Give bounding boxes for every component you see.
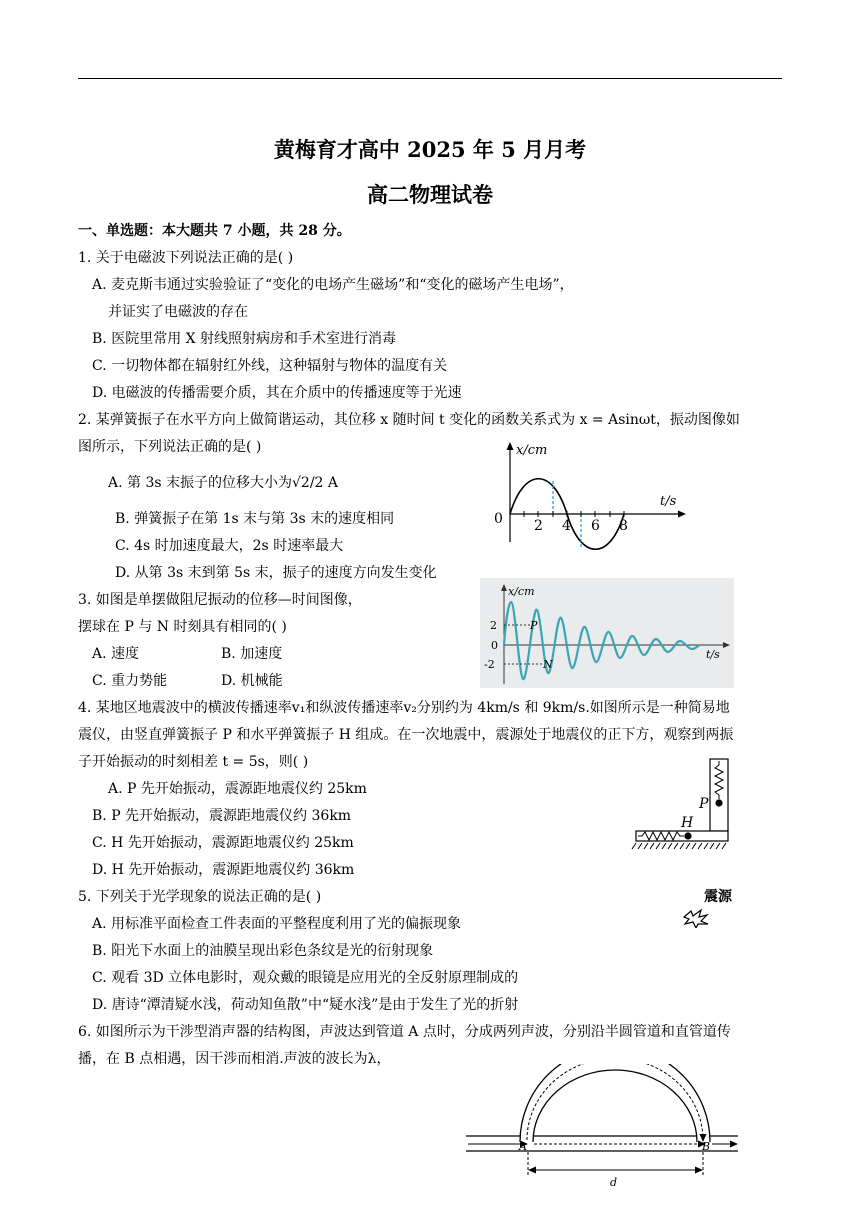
q1-option-c: C. 一切物体都在辐射红外线，这种辐射与物体的温度有关 <box>92 358 448 374</box>
q4-option-a: A. P 先开始振动，震源距地震仪约 25km <box>108 781 367 797</box>
q2-tick-6: 6 <box>591 518 600 534</box>
q3-stem-line2: 摆球在 P 与 N 时刻具有相同的( ) <box>78 619 287 635</box>
q2-tick-2: 2 <box>534 518 543 534</box>
q5-option-d: D. 唐诗“潭清疑水浅，荷动知鱼散”中“疑水浅”是由于发生了光的折射 <box>92 997 519 1013</box>
q6-label-b: B <box>702 1140 711 1153</box>
q5-option-a: A. 用标准平面检查工件表面的平整程度利用了光的偏振现象 <box>92 916 462 932</box>
q3-option-b: B. 加速度 <box>221 646 283 662</box>
q2-origin-label: 0 <box>494 511 503 527</box>
q3-point-n-label: N <box>543 658 553 671</box>
q3-option-d: D. 机械能 <box>221 673 283 689</box>
q6-semicircle-inner <box>533 1070 697 1142</box>
q2-option-c: C. 4s 时加速度最大，2s 时速率最大 <box>115 538 344 554</box>
q2-tick-4: 4 <box>562 518 571 534</box>
q4-option-b: B. P 先开始振动，震源距地震仪约 36km <box>92 808 352 824</box>
section-heading: 一、单选题：本大题共 7 小题，共 28 分。 <box>78 223 351 239</box>
q4-epicenter-burst-icon <box>684 910 708 928</box>
q6-semicircle-path <box>527 1064 703 1140</box>
q5-option-b: B. 阳光下水面上的油膜呈现出彩色条纹是光的衍射现象 <box>92 943 434 959</box>
q4-label-h: H <box>681 815 694 831</box>
q2-stem-line2: 图所示，下列说法正确的是( ) <box>78 439 262 455</box>
q3-point-p-label: P <box>530 619 538 632</box>
q1-option-d: D. 电磁波的传播需要介质，其在介质中的传播速度等于光速 <box>92 385 462 401</box>
q6-stem-line1: 6. 如图所示为干涉型消声器的结构图，声波达到管道 A 点时，分成两列声波，分别沿半圆管道和直管道传 <box>78 1024 731 1040</box>
q3-y-tick-neg2: -2 <box>484 658 495 671</box>
q6-silencer-diagram <box>462 1064 742 1214</box>
q3-y-tick-0: 0 <box>491 639 498 652</box>
q6-semicircle-outer <box>520 1064 710 1142</box>
q4-stem-line3: 子开始振动的时刻相差 t = 5s，则( ) <box>78 754 309 770</box>
q6-label-a: A <box>519 1140 527 1153</box>
q3-y-label: x/cm <box>508 585 535 598</box>
q5-option-c: C. 观看 3D 立体电影时，观众戴的眼镜是应用光的全反射原理制成的 <box>92 970 519 986</box>
q4-epicenter-label: 震源 <box>704 889 732 905</box>
q2-stem-line1: 2. 某弹簧振子在水平方向上做简谐运动，其位移 x 随时间 t 变化的函数关系式为 x = Asinωt，振动图像如 <box>78 412 740 428</box>
q4-stem-line2: 震仪，由竖直弹簧振子 P 和水平弹簧振子 H 组成。在一次地震中，震源处于地震仪的正下方，观察到两振 <box>78 727 734 743</box>
q4-ground-hatch <box>632 843 726 849</box>
q2-option-a: A. 第 3s 末振子的位移大小为√2/2 A <box>108 475 339 491</box>
q4-option-d: D. H 先开始振动，震源距地震仪约 36km <box>92 862 355 878</box>
q2-option-d: D. 从第 3s 末到第 5s 末，振子的速度方向发生变化 <box>115 565 437 581</box>
q2-x-label: t/s <box>660 494 677 509</box>
q3-option-c: C. 重力势能 <box>92 673 168 689</box>
q6-stem-line2: 播，在 B 点相遇，因干涉而相消.声波的波长为λ， <box>78 1051 391 1067</box>
q4-epicenter-figure <box>680 884 742 928</box>
q3-y-tick-2: 2 <box>490 619 497 632</box>
q4-option-c: C. H 先开始振动，震源距地震仪约 25km <box>92 835 354 851</box>
q4-seismograph-figure <box>630 757 740 855</box>
q2-vibration-graph <box>490 438 690 550</box>
q2-tick-8: 8 <box>619 518 628 534</box>
q6-label-d: d <box>610 1176 618 1189</box>
q2-y-arrow <box>507 442 514 450</box>
q3-stem-line1: 3. 如图是单摆做阻尼振动的位移—时间图像， <box>78 592 362 608</box>
q3-x-label: t/s <box>706 648 720 661</box>
q4-label-p: P <box>699 796 709 812</box>
q3-damped-oscillation-graph <box>480 578 734 688</box>
q3-option-a: A. 速度 <box>92 646 140 662</box>
q4-oscillator-h <box>684 832 691 839</box>
q2-x-arrow <box>678 511 686 518</box>
top-rule <box>78 78 782 79</box>
q4-oscillator-p <box>715 799 722 806</box>
q5-stem: 5. 下列关于光学现象的说法正确的是( ) <box>78 889 322 905</box>
exam-subtitle: 高二物理试卷 <box>367 182 493 207</box>
exam-title: 黄梅育才高中 2025 年 5 月月考 <box>273 137 587 162</box>
q1-option-a: A. 麦克斯韦通过实验验证了“变化的电场产生磁场”和“变化的磁场产生电场”， <box>92 277 574 293</box>
q1-stem: 1. 关于电磁波下列说法正确的是( ) <box>78 250 294 266</box>
q1-option-b: B. 医院里常用 X 射线照射病房和手术室进行消毒 <box>92 331 397 347</box>
q1-option-a-cont: 并证实了电磁波的存在 <box>108 304 248 320</box>
q2-option-b: B. 弹簧振子在第 1s 末与第 3s 末的速度相同 <box>115 511 395 527</box>
q2-y-label: x/cm <box>516 443 548 458</box>
q4-stem-line1: 4. 某地区地震波中的横波传播速率v₁和纵波传播速率v₂分别约为 4km/s 和 9km/s.如图所示是一种简易地 <box>78 700 730 716</box>
